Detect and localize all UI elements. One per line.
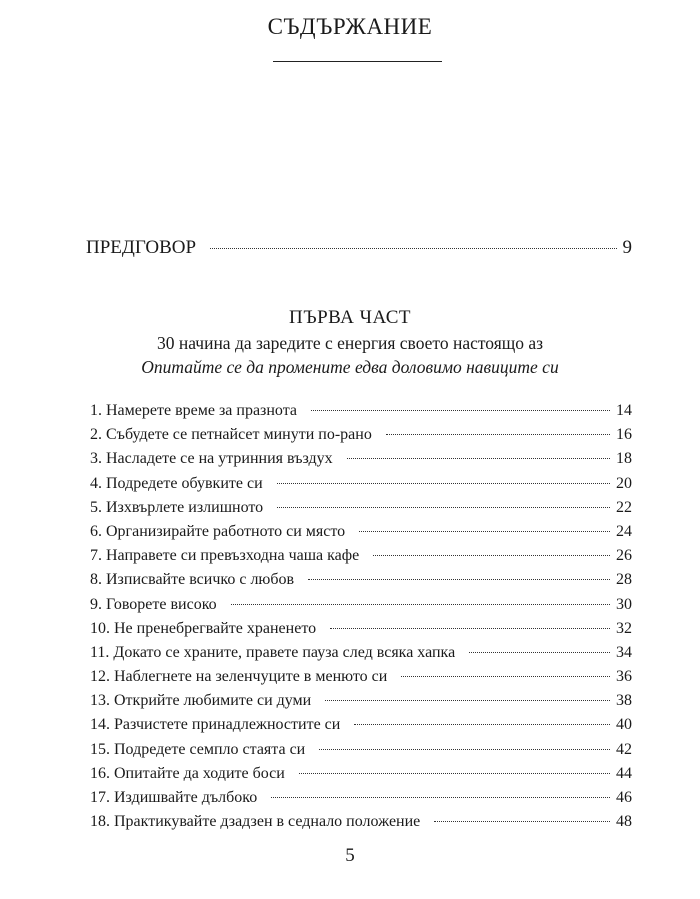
dot-leader	[210, 248, 616, 249]
toc-entry-page: 24	[616, 522, 632, 540]
title-underline	[273, 61, 442, 62]
toc-entry-label: ПРЕДГОВОР	[86, 237, 197, 258]
toc-entry-label: 11. Докато се храните, правете пауза след всяка хапка	[90, 643, 456, 661]
toc-entry	[90, 789, 632, 813]
toc-entry-label: 10. Не пренебрегвайте храненето	[90, 619, 317, 637]
toc-entry-page: 26	[616, 547, 632, 565]
page-title: СЪДЪРЖАНИЕ	[267, 14, 433, 39]
toc-entry-label: 16. Опитайте да ходите боси	[90, 764, 285, 782]
toc-entry	[90, 402, 632, 426]
toc-entry	[90, 475, 632, 499]
dot-leader	[359, 531, 610, 532]
toc-entry-label: 3. Насладете се на утринния въздух	[90, 450, 333, 468]
toc-entry-label: 9. Говорете високо	[90, 595, 217, 613]
dot-leader	[434, 821, 610, 822]
toc-entry-page: 48	[616, 813, 632, 831]
toc-entry-page: 36	[616, 668, 632, 686]
dot-leader	[330, 628, 610, 629]
part-subtitle: 30 начина да заредите с енергия своето настоящо аз	[156, 333, 544, 353]
toc-entry	[90, 499, 632, 523]
toc-entry-label: 4. Подредете обувките си	[90, 474, 263, 492]
toc-entry-page: 42	[616, 740, 632, 758]
toc-entry-label: 18. Практикувайте дзадзен в седнало положение	[90, 813, 421, 831]
page-number: 5	[345, 845, 355, 866]
toc-entry-page: 40	[616, 716, 632, 734]
dot-leader	[373, 555, 610, 556]
toc-entry-label: 8. Изписвайте всичко с любов	[90, 571, 295, 589]
dot-leader	[386, 434, 610, 435]
part-title: ПЪРВА ЧАСТ	[288, 307, 412, 328]
toc-entry	[90, 741, 632, 765]
dot-leader	[308, 579, 610, 580]
dot-leader	[299, 773, 610, 774]
toc-entry	[90, 813, 632, 837]
toc-entry	[90, 596, 632, 620]
toc-entry	[90, 620, 632, 644]
toc-entry	[90, 426, 632, 450]
toc-entry	[90, 523, 632, 547]
toc-entry-page: 18	[616, 450, 632, 468]
toc-entry-page: 46	[616, 789, 632, 806]
dot-leader	[469, 652, 610, 653]
toc-entry-label: 5. Изхвърлете излишното	[90, 498, 264, 516]
toc-entry-page: 34	[616, 643, 632, 661]
dot-leader	[347, 458, 610, 459]
toc-entry-label: 6. Организирайте работното си място	[90, 522, 346, 540]
dot-leader	[277, 483, 610, 484]
toc-entry-page: 14	[616, 402, 632, 419]
toc-entry	[90, 765, 632, 789]
dot-leader	[311, 410, 610, 411]
toc-entry-label: 2. Събудете се петнайсет минути по-рано	[90, 426, 372, 444]
toc-entry-label: 1. Намерете време за празнота	[90, 402, 298, 419]
toc-entry-page: 16	[616, 426, 632, 444]
part-epigraph: Опитайте се да промените едва доловимо навиците си	[141, 357, 559, 377]
toc-entry	[90, 692, 632, 716]
toc-entry-page: 22	[616, 498, 632, 516]
toc-entry-preface	[86, 237, 632, 259]
toc-entry-page: 38	[616, 692, 632, 710]
toc-entry	[90, 547, 632, 571]
toc-entry-label: 17. Издишвайте дълбоко	[90, 789, 258, 806]
toc-entry-page: 9	[622, 237, 632, 258]
toc-entry	[90, 571, 632, 595]
toc-entry-page: 44	[616, 764, 632, 782]
toc-entry-label: 15. Подредете семпло стаята си	[90, 740, 306, 758]
toc-entry	[90, 668, 632, 692]
toc-entry-page: 32	[616, 619, 632, 637]
chapter-list	[90, 402, 632, 837]
toc-entry-label: 14. Разчистете принадлежностите си	[90, 716, 341, 734]
dot-leader	[401, 676, 610, 677]
toc-entry-page: 20	[616, 474, 632, 492]
toc-entry	[90, 450, 632, 474]
toc-entry-page: 28	[616, 571, 632, 589]
dot-leader	[271, 797, 610, 798]
toc-entry	[90, 644, 632, 668]
toc-entry-page: 30	[616, 595, 632, 613]
dot-leader	[277, 507, 610, 508]
dot-leader	[354, 724, 610, 725]
toc-entry-label: 7. Направете си превъзходна чаша кафе	[90, 547, 360, 565]
dot-leader	[319, 749, 610, 750]
dot-leader	[325, 700, 610, 701]
toc-entry-label: 13. Открийте любимите си думи	[90, 692, 312, 710]
dot-leader	[231, 604, 610, 605]
toc-entry	[90, 716, 632, 740]
toc-entry-label: 12. Наблегнете на зеленчуците в менюто си	[90, 668, 388, 686]
